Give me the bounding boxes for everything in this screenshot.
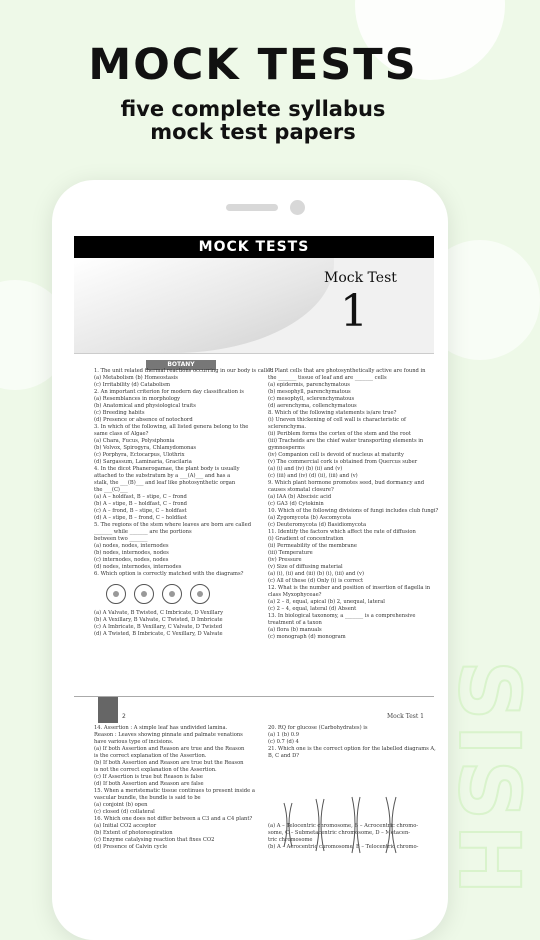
flower-diagram-icon [134,584,154,604]
question-line: _______ while _______ are the portions [94,529,192,535]
subheadline-line-1: five complete syllabus [120,97,386,121]
document-header: MOCK TESTS [74,236,434,258]
question-columns [94,368,439,698]
question-line: (d) Sargassum, Laminaria, Gracilaria [94,459,192,465]
question-line: (c) A Imbricate, B Vexillary, C Valvate, D Twisted [94,624,223,630]
page-number-tag: 2 [122,713,126,720]
question-line: 20. RQ for glucose (Carbohydrates) is [268,725,368,731]
question-line: 13. In biological taxonomy, a _______ is a comprehensive [268,613,416,619]
right-question-column [268,368,439,698]
question-line: (a) flora (b) manuals [268,627,322,633]
question-line: 10. Which of the following divisions of fungi includes club fungi? [268,508,439,514]
question-line: tric chromosome [268,837,313,843]
question-line: 4. In the dicot Phanerogamae, the plant body is usually [94,466,240,472]
question-line: 15. When a meristematic tissue continues to present inside a [94,788,255,794]
aestivation-diagrams [94,578,252,610]
question-line: (a) If both Assertion and Reason are true and the Reason [94,746,245,752]
cover-banner [74,258,434,354]
question-line [268,760,426,767]
question-line: is the correct explanation of the Assertion. [94,753,207,759]
question-line: 2. An important criterion for modern day classification is [94,389,244,395]
question-line: (b) Extent of photorespiration [94,830,173,836]
question-line: attached to the substratum by a ___(A)___ and has a [94,473,231,479]
question-line: 11. Identify the factors which affect the rate of diffusion [268,529,416,535]
question-line: (a) IAA (b) Abscisic acid [268,494,332,500]
question-line [268,774,426,781]
decorative-brand-text: SISH [440,660,538,899]
flower-diagram-icon [106,584,126,604]
question-line: between two _______ [94,536,148,542]
question-line: Reason : Leaves showing pinnate and palmate venations [94,732,243,738]
question-line: (c) 0.7 (d) 4 [268,739,299,745]
question-line: (a) Metabolism (b) Homeostasis [94,375,178,381]
question-line: 5. The regions of the stem where leaves are born are called [94,522,252,528]
question-line: some, C – Submetacentric chromosome, D – Metacen- [268,830,411,836]
question-line: (a) conjoint (b) open [94,802,148,808]
question-line: class Myxophyceae? [268,592,322,598]
question-line: gymnosperms [268,445,305,451]
question-line: (c) If Assertion is true but Reason is false [94,774,203,780]
question-line: (c) (iii) and (iv) (d) (ii), (iii) and (v) [268,473,358,479]
cover-label: Mock Test [324,270,397,286]
question-line: (a) A Valvate, B Twisted, C Imbricate, D Vexillary [94,610,224,616]
question-line: (a) A – Telocentric chromosome, B – Acrocentric chromo- [268,823,419,829]
question-line: (d) Presence or absence of notochord [94,417,193,423]
question-line: (b) A – stipe, B – holdfast, C – frond [94,501,188,507]
question-line: vascular bundle, the bundle is said to be [94,795,201,801]
question-line: stalk, the ___(B)___ and leaf like photosynthetic organ [94,480,236,486]
cover-number: 1 [340,286,368,337]
question-line: 7. Plant cells that are photosynthetically active are found in [268,368,426,374]
page-tab [98,697,118,723]
question-line: causes stomatal closure? [268,487,334,493]
question-line: (v) Size of diffusing material [268,564,343,570]
page-curl-graphic [74,258,334,353]
headline: MOCK TESTS [88,40,418,90]
question-line [268,781,426,788]
flower-diagram-icon [190,584,210,604]
question-line: (iii) Tracheids are the chief water transporting elements in [268,438,424,444]
question-line: (d) A – stipe, B – frond, C – holdfast [94,515,188,521]
question-line: (a) Initial CO2 acceptor [94,823,157,829]
subheadline [0,98,506,144]
question-line: have various type of incisions. [94,739,174,745]
question-line: (a) Resemblances in morphology [94,396,181,402]
question-line: (v) The commercial cork is obtained from Quercus suber [268,459,418,465]
question-line: (i) Uneven thickening of cell wall is characteristic of [268,417,406,423]
question-line: 6. Which option is correctly matched with the diagrams? [94,571,244,577]
question-line: B, C and D? [268,753,300,759]
question-line: (d) aerenchyma, collenchymatous [268,403,357,409]
question-line: (c) mesophyll, sclerenchymatous [268,396,355,402]
question-line: the ___(C)___ [94,487,128,493]
question-line: (ii) Periblem forms the cortex of the stem and the root [268,431,411,437]
chromosome-c [352,797,360,853]
question-line: 14. Assertion : A simple leaf has undivided lamina. [94,725,228,731]
question-line: 16. Which one does not differ between a C3 and a C4 plant? [94,816,253,822]
question-line: (a) 1 (b) 0.9 [268,732,300,738]
question-line: (c) 2 – 4, equal, lateral (d) Absent [268,606,357,612]
left-question-column [94,368,274,698]
question-line: (b) A – Acrocentric chromosome, B – Telocentric chromo- [268,844,419,850]
question-line: (b) nodes, internodes, nodes [94,550,169,556]
question-line: (a) Chara, Fucus, Polysiphonia [94,438,175,444]
second-page [74,696,434,901]
question-line: (b) Anatomical and physiological traits [94,403,196,409]
question-line: 3. In which of the following, all listed genera belong to the [94,424,249,430]
question-line: (d) nodes, internodes, internodes [94,564,182,570]
question-line: (iv) Pressure [268,557,302,563]
second-page-left-column [94,725,255,901]
question-line: is not the correct explanation of the Assertion. [94,767,217,773]
subheadline-line-2: mock test papers [150,120,356,144]
question-line: (i) Gradient of concentration [268,536,344,542]
chromosome-d [386,797,396,853]
question-line: (a) (i) and (iv) (b) (ii) and (v) [268,466,343,472]
question-line: (b) A Vexillary, B Valvate, C Twisted, D Imbricate [94,617,223,623]
flower-diagram-icon [162,584,182,604]
chromosome-diagram [274,793,414,857]
question-line: (c) Enzyme catalysing reaction that fixes CO2 [94,837,215,843]
question-line: (d) A Twisted, B Imbricate, C Vexillary, D Valvate [94,631,223,637]
question-line: (a) A – holdfast, B – stipe, C – frond [94,494,187,500]
question-line: (ii) Permeability of the membrane [268,543,357,549]
question-line: sclerenchyma. [268,424,307,430]
document-page[interactable] [74,236,439,900]
question-line: (c) GA3 (d) Cytokinin [268,501,324,507]
question-line: (c) Breeding habits [94,410,145,416]
page-running-head: Mock Test 1 [387,713,424,720]
question-line: (c) monograph (d) monogram [268,634,346,640]
question-line: the _______ tissue of leaf and are _______ cells [268,375,387,381]
question-line: (c) Irritability (d) Catabolism [94,382,171,388]
question-line: (iv) Companion cell is devoid of nucleus at maturity [268,452,404,458]
camera-icon [290,200,305,215]
question-line: (c) All of these (d) Only (i) is correct [268,578,364,584]
question-line: treatment of a taxon [268,620,322,626]
question-line: (b) mesophyll, parenchymatous [268,389,351,395]
question-line: (a) (i), (ii) and (iii) (b) (i), (iii) and (v) [268,571,364,577]
speaker-grille [226,204,278,211]
question-line: 8. Which of the following statements is/are true? [268,410,397,416]
question-line: 1. The unit related thermal reactions occurring in our body is called [94,368,274,374]
question-line: same class of Algae? [94,431,149,437]
question-line: 9. Which plant hormone promotes seed, bud dormancy and [268,480,425,486]
question-line: (iii) Temperature [268,550,313,556]
section-label: BOTANY [146,360,216,370]
question-line: (c) Porphyra, Ectocarpus, Ulothrix [94,452,185,458]
question-line: (c) Deuteromycota (d) Basidiomycota [268,522,367,528]
question-line: (d) Presence of Calvin cycle [94,844,168,850]
question-line: (b) If both Assertion and Reason are true but the Reason [94,760,244,766]
question-line [268,767,426,774]
question-line: (a) 2 – 8, equal, apical (b) 2, unequal, lateral [268,599,385,605]
chromosome-a [284,803,292,847]
question-line: (c) A – frond, B – stipe, C – holdfast [94,508,187,514]
question-line: (c) internodes, nodes, nodes [94,557,169,563]
chromosome-b [316,799,324,851]
question-line: 21. Which one is the correct option for the labelled diagrams A, [268,746,436,752]
question-line: (b) Volvox, Spirogyra, Chlamydomonas [94,445,197,451]
question-line: (c) closed (d) collateral [94,809,155,815]
question-line: 12. What is the number and position of insertion of flagella in [268,585,431,591]
question-line: (d) If both Assertion and Reason are false [94,781,204,787]
question-line: (a) epidermis, parenchymatous [268,382,350,388]
question-line: (a) nodes, nodes, internodes [94,543,169,549]
question-line: (a) Zygomycota (b) Ascomycota [268,515,351,521]
